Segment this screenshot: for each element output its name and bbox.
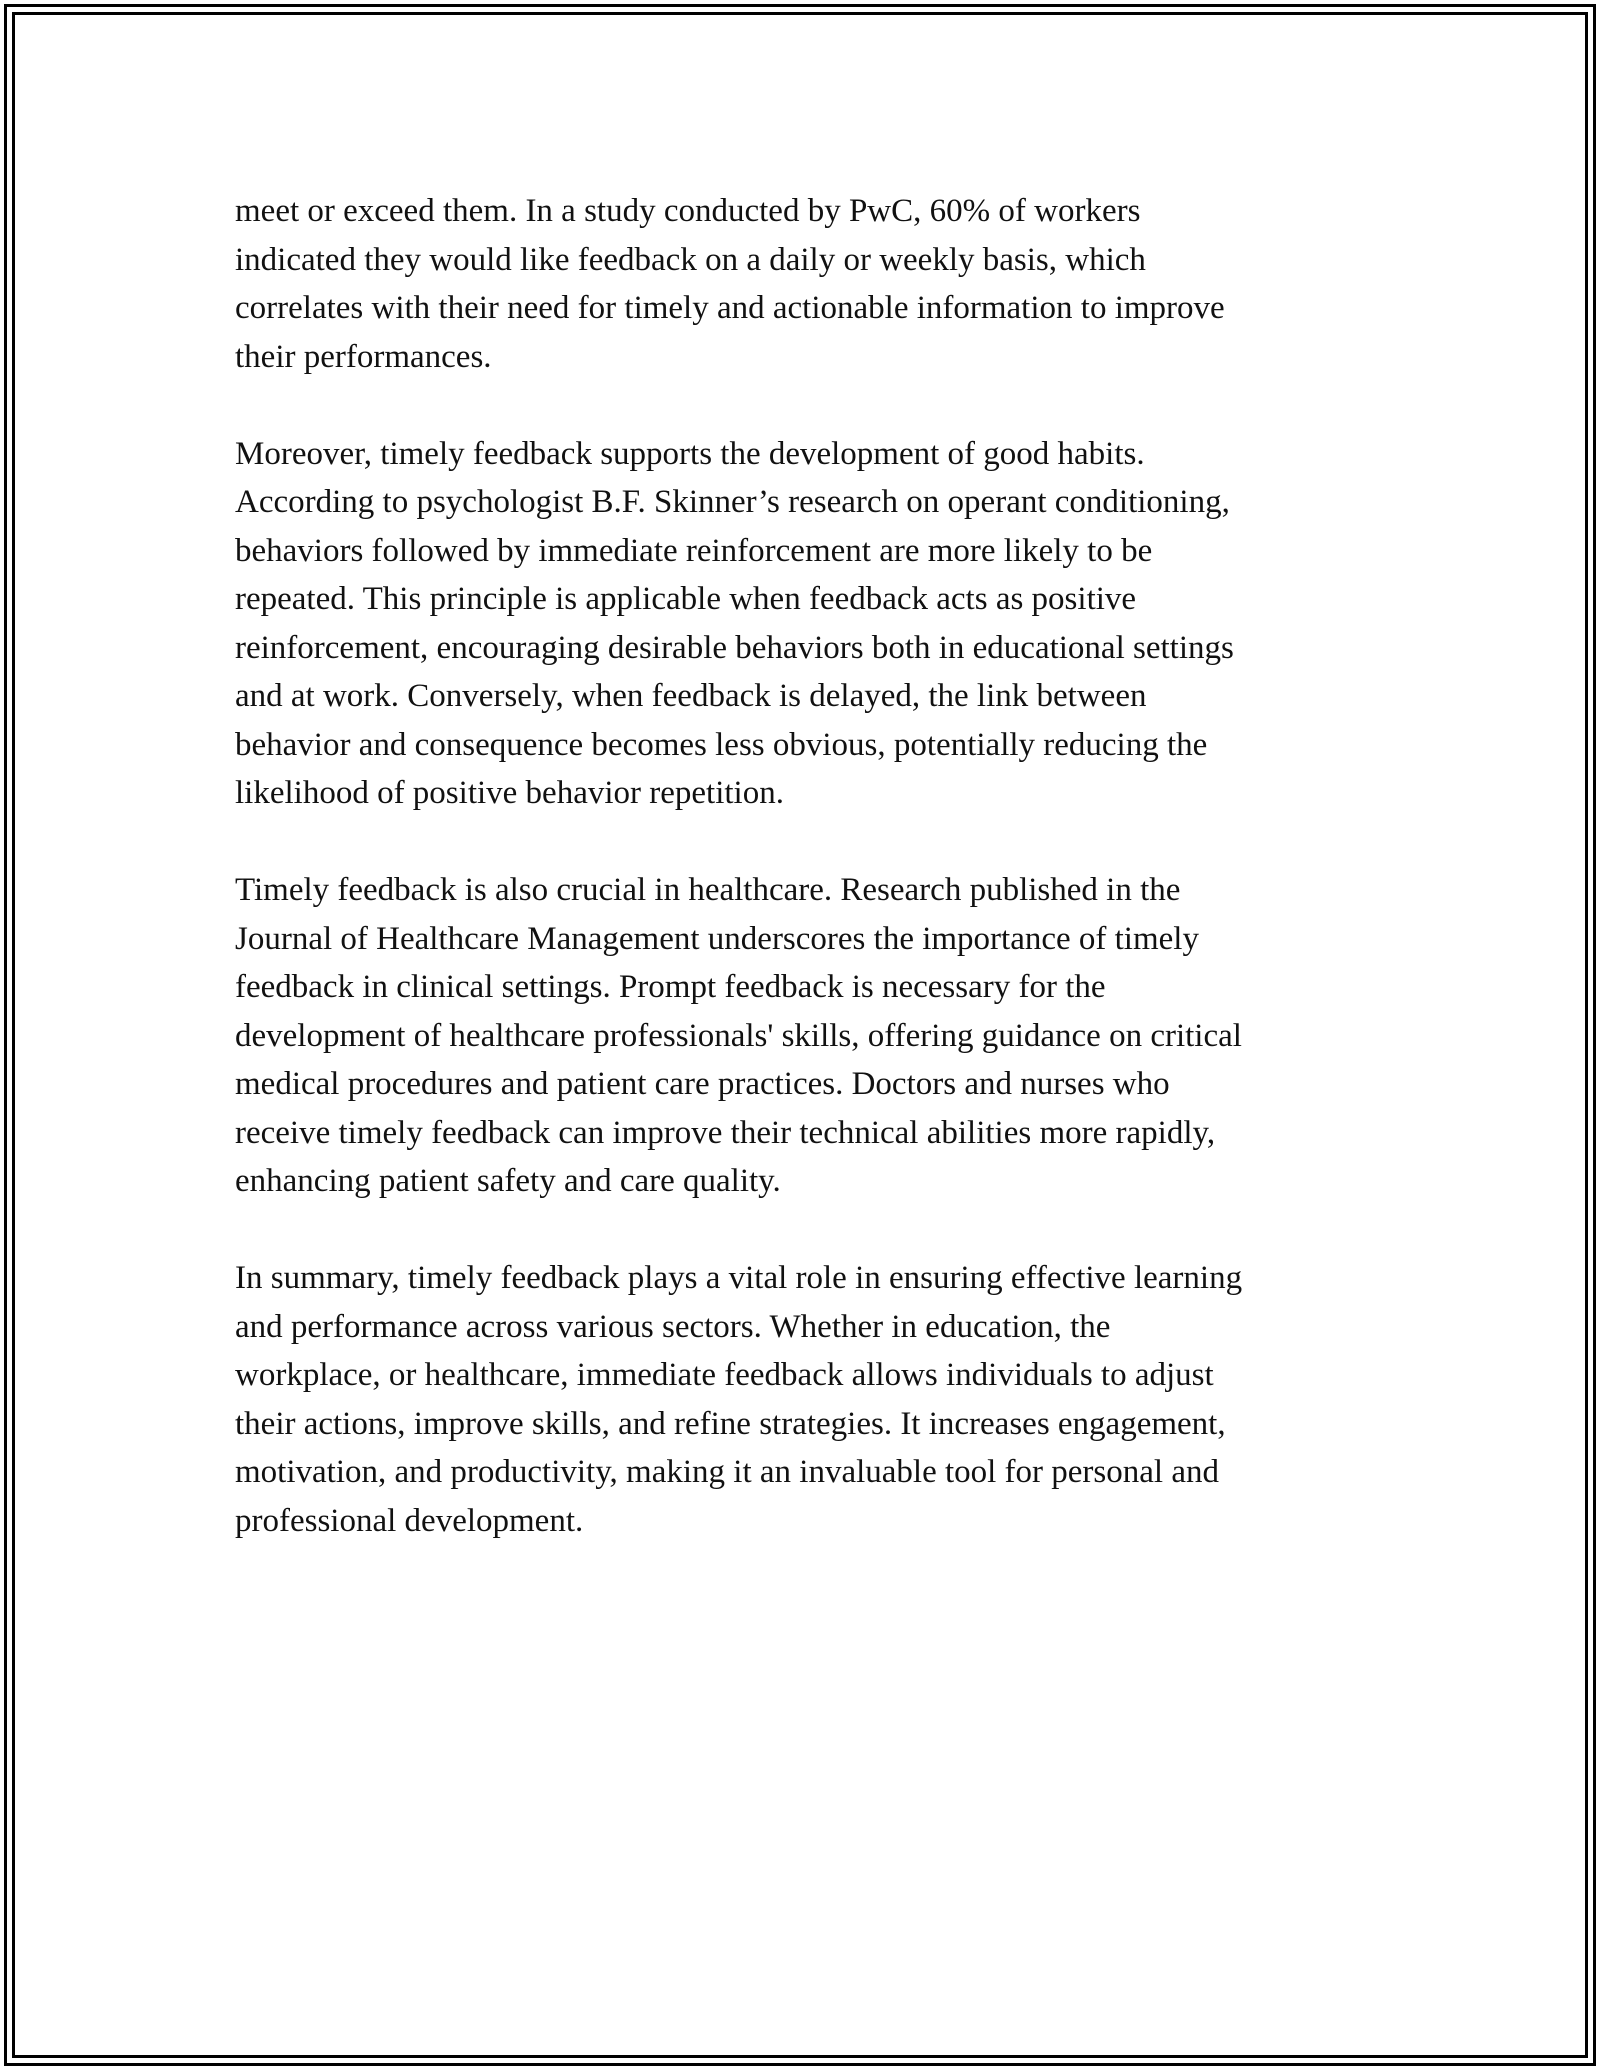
text-line: meet or exceed them. In a study conducted by PwC, 60% of workers <box>235 193 1141 229</box>
text-line: behaviors followed by immediate reinforcement are more likely to be <box>235 532 1153 569</box>
text-line: their performances. <box>235 338 492 375</box>
document-body <box>235 187 1375 1594</box>
text-line: According to psychologist B.F. Skinner’s research on operant conditioning, <box>235 484 1230 520</box>
text-line: enhancing patient safety and care quality. <box>235 1163 781 1199</box>
text-line: correlates with their need for timely and actionable information to improve <box>235 290 1225 326</box>
text-line: Moreover, timely feedback supports the development of good habits. <box>235 435 1145 472</box>
text-line: development of healthcare professionals' skills, offering guidance on critical <box>235 1017 1242 1054</box>
text-line: feedback in clinical settings. Prompt feedback is necessary for the <box>235 969 1106 1005</box>
text-line: likelihood of positive behavior repetition. <box>235 775 784 811</box>
text-line: their actions, improve skills, and refine strategies. It increases engagement, <box>235 1405 1226 1442</box>
text-line: medical procedures and patient care practices. Doctors and nurses who <box>235 1066 1170 1102</box>
text-line: reinforcement, encouraging desirable behaviors both in educational settings <box>235 629 1234 666</box>
text-line: repeated. This principle is applicable when feedback acts as positive <box>235 581 1137 617</box>
paragraph-4 <box>235 1254 1375 1545</box>
paragraph-2 <box>235 430 1375 818</box>
paragraph-3 <box>235 866 1375 1206</box>
text-line: behavior and consequence becomes less obvious, potentially reducing the <box>235 726 1208 763</box>
text-line: professional development. <box>235 1502 584 1539</box>
text-line: Journal of Healthcare Management underscores the importance of timely <box>235 920 1199 957</box>
text-line: In summary, timely feedback plays a vital role in ensuring effective learning <box>235 1260 1243 1296</box>
text-line: Timely feedback is also crucial in healthcare. Research published in the <box>235 872 1181 908</box>
text-line: indicated they would like feedback on a daily or weekly basis, which <box>235 241 1146 278</box>
text-line: motivation, and productivity, making it an invaluable tool for personal and <box>235 1454 1219 1490</box>
text-line: workplace, or healthcare, immediate feedback allows individuals to adjust <box>235 1357 1214 1393</box>
paragraph-1 <box>235 187 1375 381</box>
text-line: and at work. Conversely, when feedback is delayed, the link between <box>235 678 1147 714</box>
text-line: and performance across various sectors. Whether in education, the <box>235 1308 1111 1345</box>
text-line: receive timely feedback can improve their technical abilities more rapidly, <box>235 1114 1216 1151</box>
